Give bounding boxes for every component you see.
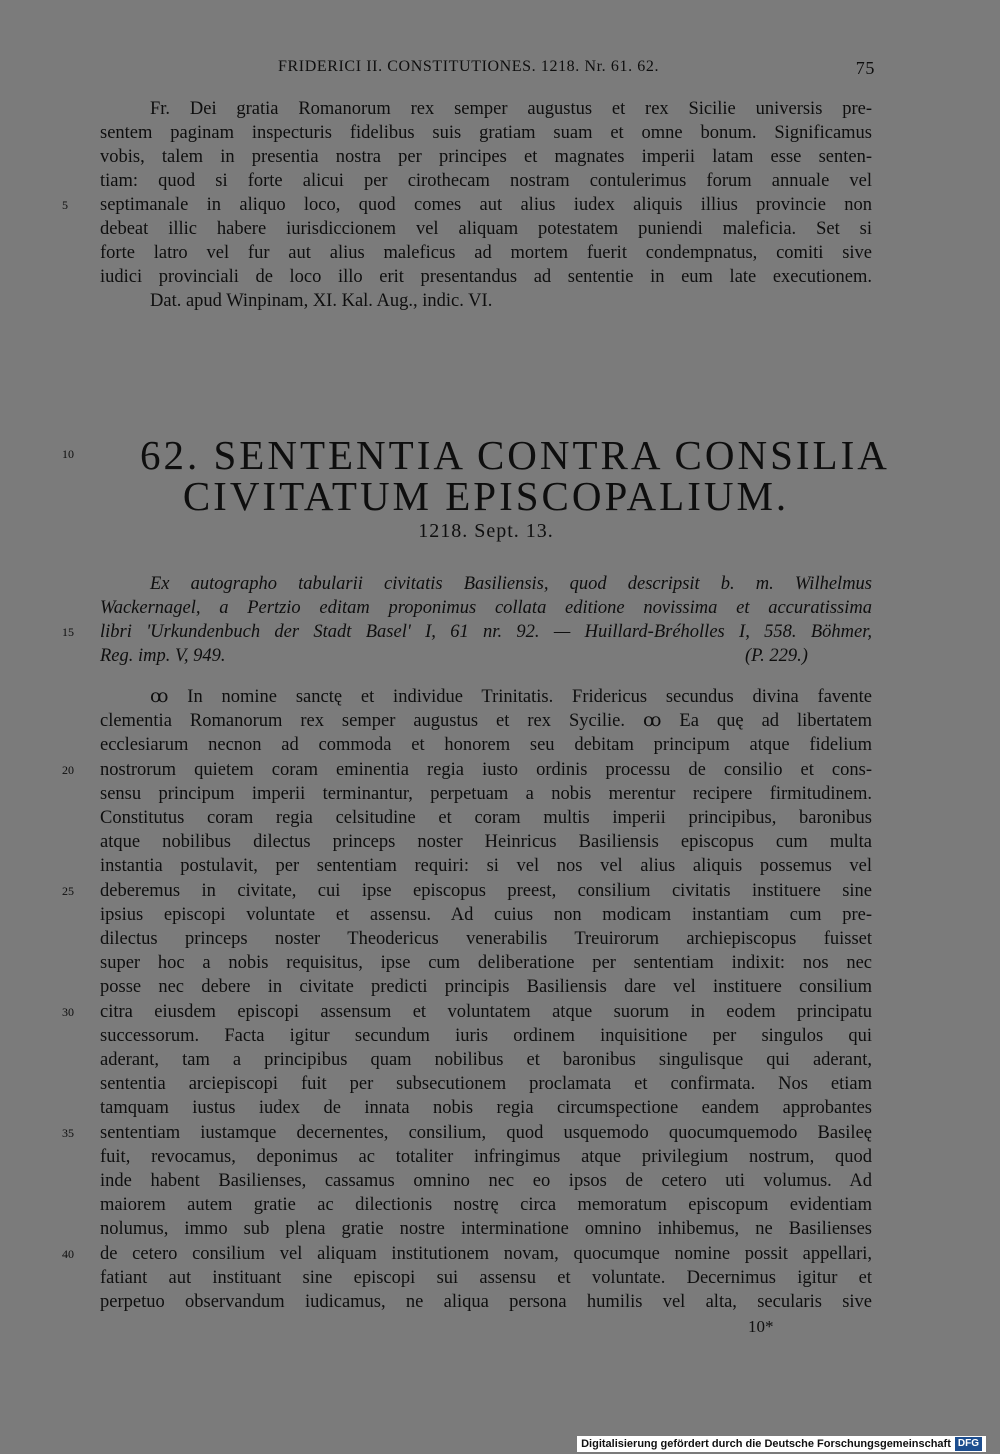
line-number: 20	[62, 763, 74, 777]
text-line: dilectus princeps noster Theodericus venerabilis Treuirorum archiepiscopus fuisset	[100, 929, 872, 949]
funding-footer	[577, 1436, 986, 1452]
text-line: atque nobilibus dilectus princeps noster Heinricus Basiliensis episcopus cum multa	[100, 832, 872, 852]
text-line: maiorem autem gratie ac dilectionis nostrę circa memoratum episcopum evidentiam	[100, 1195, 872, 1215]
line-number: 35	[62, 1126, 74, 1140]
page-number: 75	[855, 58, 875, 78]
source-note-last-right: (P. 229.)	[745, 646, 808, 666]
text-line: ipsius episcopi voluntate et assensu. Ad cuius non modicam instantiam cum pre-	[100, 905, 872, 925]
text-line: successorum. Facta igitur secundum iuris ordinem inquisitione per singulos qui	[100, 1026, 872, 1046]
text-line: sententiam iustamque decernentes, consilium, quod usquemodo quocumquemodo Basileę	[100, 1123, 872, 1143]
text-line: citra eiusdem episcopi assensum et voluntatem atque suorum in eodem principatu	[100, 1002, 872, 1022]
text-line: vobis, talem in presentia nostra per principes et magnates imperii latam esse senten-	[100, 147, 872, 167]
source-note-line: Wackernagel, a Pertzio editam proponimus collata editione novissima et accuratissima	[100, 598, 872, 618]
document-date: 1218. Sept. 13.	[418, 520, 554, 542]
line-number: 30	[62, 1005, 74, 1019]
text-line: tamquam iustus iudex de innata nobis regia circumspectione eandem approbantes	[100, 1098, 872, 1118]
text-line: iudici provinciali de loco illo erit presentandus ad sententie in eum late executionem.	[100, 267, 872, 287]
text-line: debeat illic habere iurisdiccionem vel aliquam potestatem puniendi maleficia. Set si	[100, 219, 872, 239]
text-line: deberemus in civitate, cui ipse episcopus preest, consilium civitatis instituere sine	[100, 881, 872, 901]
text-line: instantia postulavit, per sententiam requiri: si vel nos vel alius aliquis possemus vel	[100, 856, 872, 876]
text-line: inde habent Basilienses, cassamus omnino nec eo ipsos de cetero uti volumus. Ad	[100, 1171, 872, 1191]
dfg-logo: DFG	[955, 1437, 982, 1451]
line-number: 40	[62, 1247, 74, 1261]
line-number: 15	[62, 625, 74, 639]
text-line: nostrorum quietem coram eminentia regia iusto ordinis processu de consilio et cons-	[100, 760, 872, 780]
text-line: sentem paginam inspecturis fidelibus suis gratiam suam et omne bonum. Significamus	[100, 123, 872, 143]
text-line: ecclesiarum necnon ad commoda et honorem seu debitam principum atque fidelium	[100, 735, 872, 755]
dating-clause: Dat. apud Winpinam, XI. Kal. Aug., indic. VI.	[150, 291, 493, 311]
text-line: fatiant aut instituant sine episcopi sui assensu et voluntate. Decernimus igitur et	[100, 1268, 872, 1288]
text-line: aderant, tam a principibus quam nobilibus et baronibus singulisque qui aderant,	[100, 1050, 872, 1070]
text-line: sensu principum imperii terminantur, perpetuam a nobis merentur recipere firmitudinem.	[100, 784, 872, 804]
running-title: FRIDERICI II. CONSTITUTIONES. 1218. Nr. 61. 62.	[278, 58, 660, 75]
signature-mark: 10*	[748, 1317, 774, 1336]
text-line: ꝏ In nomine sanctę et individue Trinitatis. Fridericus secundus divina favente	[150, 687, 872, 707]
text-line: septimanale in aliquo loco, quod comes aut alius iudex aliquis illius provincie non	[100, 195, 872, 215]
document-title-line2: CIVITATUM EPISCOPALIUM.	[182, 473, 790, 519]
text-line: Fr. Dei gratia Romanorum rex semper augustus et rex Sicilie universis pre-	[150, 99, 872, 119]
source-note-line: libri 'Urkundenbuch der Stadt Basel' I, 61 nr. 92. — Huillard-Bréholles I, 558. Böhmer,	[100, 622, 872, 642]
text-line: de cetero consilium vel aliquam institutionem novam, quocumque nomine possit appellari,	[100, 1244, 872, 1264]
text-line: clementia Romanorum rex semper augustus et rex Sycilie. ꝏ Ea quę ad libertatem	[100, 711, 872, 731]
text-line: sententia arciepiscopi fuit per subsecutionem proclamata et confirmata. Nos etiam	[100, 1074, 872, 1094]
text-line: Constitutus coram regia celsitudine et coram multis imperii principibus, baronibus	[100, 808, 872, 828]
text-line: forte latro vel fur aut alius maleficus ad mortem fuerit condempnatus, comiti sive	[100, 243, 872, 263]
source-note-last-left: Reg. imp. V, 949.	[100, 646, 226, 666]
text-line: nolumus, immo sub plena gratie nostre interminatione omnino inhibemus, ne Basilienses	[100, 1219, 872, 1239]
line-number: 10	[62, 447, 74, 461]
running-header	[100, 58, 875, 82]
document-title-line1: 62. SENTENTIA CONTRA CONSILIA	[140, 432, 890, 478]
source-note-line: Ex autographo tabularii civitatis Basiliensis, quod descripsit b. m. Wilhelmus	[150, 574, 872, 594]
line-number: 5	[62, 198, 68, 212]
text-line: fuit, revocamus, deponimus ac totaliter infringimus atque privilegium nostrum, quod	[100, 1147, 872, 1167]
line-number: 25	[62, 884, 74, 898]
text-line: super hoc a nobis requisitus, ipse cum deliberatione per sententiam indixit: nos nec	[100, 953, 872, 973]
text-line: tiam: quod si forte alicui per cirothecam nostram contulerimus forum annuale vel	[100, 171, 872, 191]
funding-text: Digitalisierung gefördert durch die Deutsche Forschungsgemeinschaft	[581, 1438, 951, 1450]
text-line: perpetuo observandum iudicamus, ne aliqua persona humilis vel alta, secularis sive	[100, 1292, 872, 1312]
text-line: posse nec debere in civitate predicti principis Basiliensis dare vel instituere consilium	[100, 977, 872, 997]
